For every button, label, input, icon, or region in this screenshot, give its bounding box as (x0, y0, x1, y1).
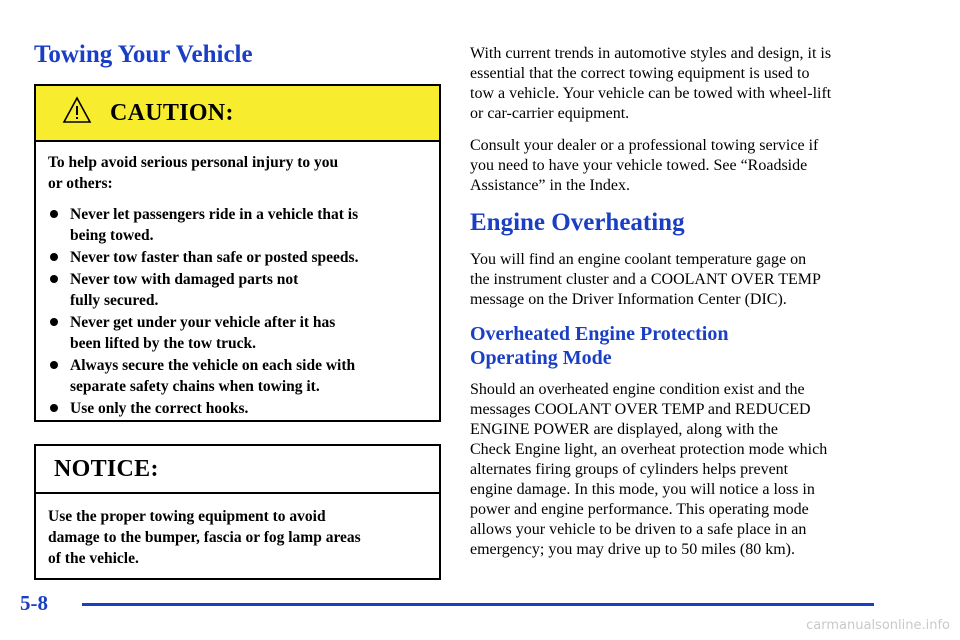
text-line: alternates firing groups of cylinders helps prevent (470, 461, 789, 478)
bullet-line: Never tow faster than safe or posted speeds. (70, 249, 359, 266)
text-line: Consult your dealer or a professional towing service if (470, 137, 819, 154)
caution-bullet (48, 247, 425, 268)
page-number: 5-8 (20, 591, 48, 615)
bullet-line: Use only the correct hooks. (70, 400, 249, 417)
towing-paragraph-1 (470, 44, 880, 124)
notice-line: of the vehicle. (48, 550, 139, 567)
text-line: emergency; you may drive up to 50 miles (80 km). (470, 541, 795, 558)
text-line: Assistance” in the Index. (470, 177, 630, 194)
caution-bullet (48, 269, 425, 311)
right-column (470, 44, 880, 572)
bullet-line: fully secured. (70, 292, 159, 309)
text-line: Check Engine light, an overheat protection mode which (470, 441, 828, 458)
caution-box (34, 84, 441, 422)
footer-divider (82, 603, 874, 606)
warning-triangle-icon (62, 96, 92, 124)
subheading-line: Overheated Engine Protection (470, 323, 729, 345)
bullet-line: being towed. (70, 227, 154, 244)
caution-intro-line: or others: (48, 175, 113, 192)
caution-label: CAUTION: (110, 99, 234, 126)
watermark: carmanualsonline.info (806, 618, 950, 633)
bullet-line: Always secure the vehicle on each side with (70, 357, 356, 374)
caution-bullet (48, 204, 425, 246)
bullet-line: Never get under your vehicle after it has (70, 314, 336, 331)
text-line: You will find an engine coolant temperature gage on (470, 251, 807, 268)
notice-header (36, 446, 439, 494)
text-line: tow a vehicle. Your vehicle can be towed with wheel-lift (470, 85, 832, 102)
caution-intro-line: To help avoid serious personal injury to you (48, 154, 339, 171)
text-line: power and engine performance. This operating mode (470, 501, 809, 518)
caution-bullet (48, 398, 425, 419)
notice-box (34, 444, 441, 580)
text-line: or car-carrier equipment. (470, 105, 630, 122)
towing-paragraph-2 (470, 136, 880, 196)
text-line: message on the Driver Information Center (DIC). (470, 291, 787, 308)
text-line: With current trends in automotive styles and design, it is (470, 45, 832, 62)
text-line: ENGINE POWER are displayed, along with the (470, 421, 778, 438)
caution-header (36, 86, 439, 142)
section-title-towing: Towing Your Vehicle (34, 41, 253, 68)
text-line: you need to have your vehicle towed. See “Roadside (470, 157, 808, 174)
caution-intro (48, 152, 425, 194)
text-line: Should an overheated engine condition exist and the (470, 381, 805, 398)
notice-body (36, 494, 439, 581)
caution-bullet (48, 355, 425, 397)
text-line: essential that the correct towing equipment is used to (470, 65, 810, 82)
text-line: allows your vehicle to be driven to a safe place in an (470, 521, 807, 538)
overheating-paragraph (470, 250, 880, 310)
subheading-line: Operating Mode (470, 347, 612, 369)
section-title-overheating: Engine Overheating (470, 209, 685, 236)
notice-line: damage to the bumper, fascia or fog lamp areas (48, 529, 361, 546)
notice-label: NOTICE: (54, 455, 159, 482)
text-line: messages COOLANT OVER TEMP and REDUCED (470, 401, 811, 418)
subsection-title-protection-mode (470, 322, 880, 370)
caution-body (36, 142, 439, 432)
bullet-line: Never tow with damaged parts not (70, 271, 299, 288)
caution-list (48, 204, 425, 419)
notice-line: Use the proper towing equipment to avoid (48, 508, 326, 525)
left-column (34, 40, 442, 580)
bullet-line: Never let passengers ride in a vehicle that is (70, 206, 359, 223)
bullet-line: separate safety chains when towing it. (70, 378, 320, 395)
protection-mode-paragraph (470, 380, 880, 560)
caution-bullet (48, 312, 425, 354)
bullet-line: been lifted by the tow truck. (70, 335, 256, 352)
text-line: the instrument cluster and a COOLANT OVER TEMP (470, 271, 821, 288)
text-line: engine damage. In this mode, you will notice a loss in (470, 481, 815, 498)
